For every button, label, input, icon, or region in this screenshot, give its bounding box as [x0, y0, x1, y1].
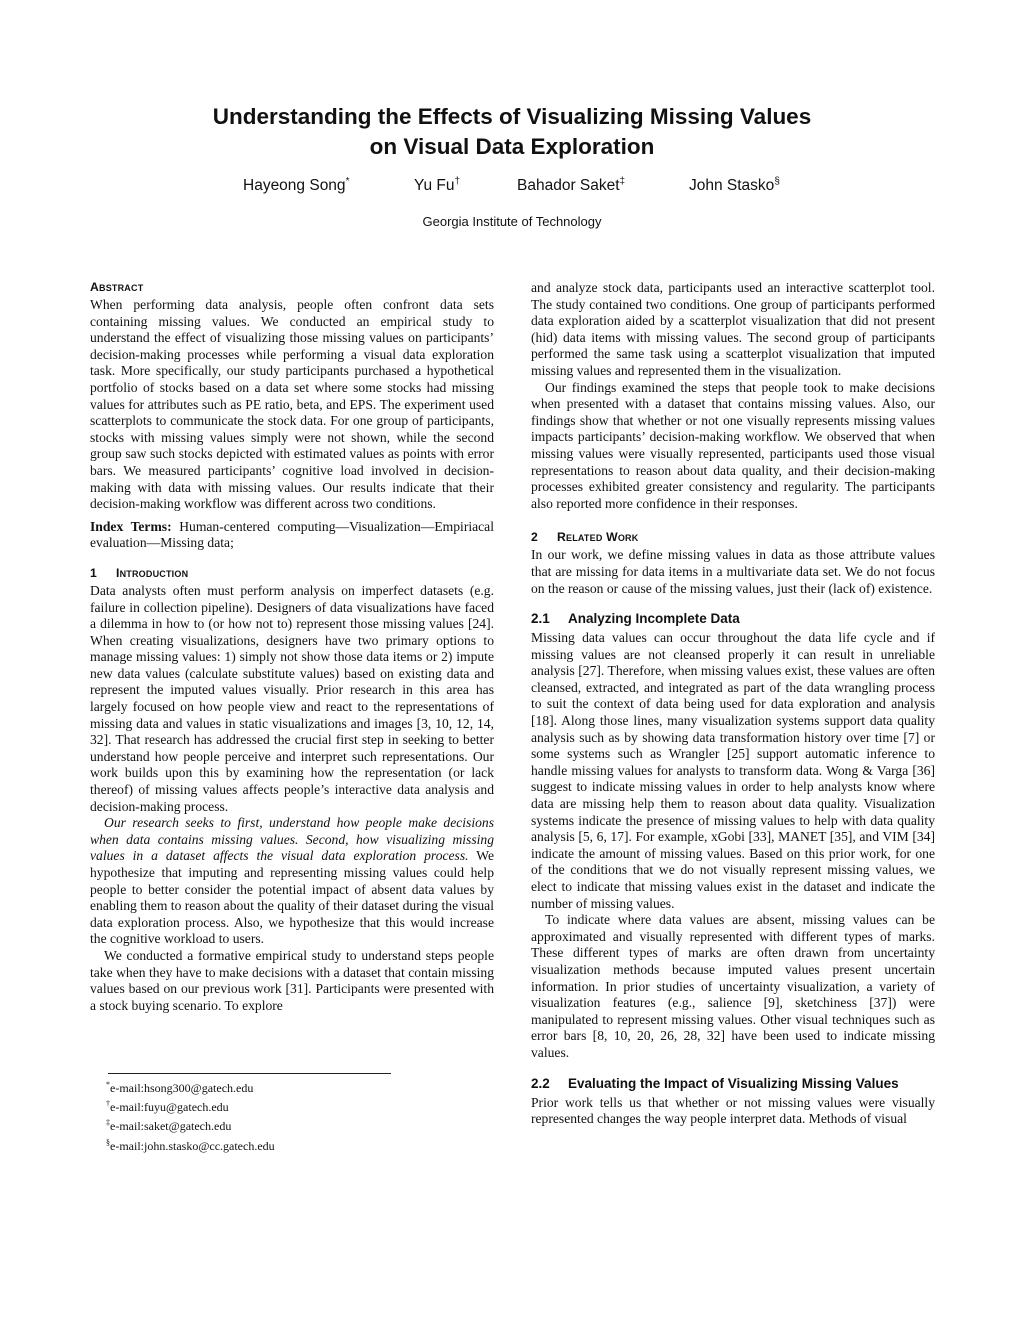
- subsection-2-2-heading: 2.2 Evaluating the Impact of Visualizing Missing Values: [531, 1075, 899, 1091]
- index-terms-label: Index Terms:: [90, 518, 172, 534]
- footnotes: [106, 1077, 466, 1154]
- author-list: [0, 176, 1024, 198]
- author: Yu Fu†: [414, 176, 461, 195]
- intro-continued: and analyze stock data, participants used an interactive scatterplot tool. The study contained two conditions. One group of participants performed data exploration aided by a scatterplot visualization that did not present (hid) data items with missing values. The second group of participants performed the same task using a scatterplot visualization that imputed missing values and represented them in the visualization.: [531, 280, 935, 378]
- footnote-rule: [108, 1073, 391, 1074]
- index-terms: [90, 519, 494, 552]
- intro-paragraph-3: We conducted a formative empirical study to understand steps people take when they have to make decisions with a dataset that contain missing values based on our previous work [31]. Participants were presented with a stock buying scenario. To explore: [90, 947, 494, 1013]
- index-terms-text: Human-centered computing—Visualization—Empiriacal evaluation—Missing data;: [90, 518, 494, 551]
- research-questions: Our research seeks to first, understand how people make decisions when data contains missing values. Second, how visualizing missing values in a dataset affects the visual data exploration process.: [90, 815, 494, 864]
- subsection-2-1-heading: 2.1 Analyzing Incomplete Data: [531, 611, 740, 627]
- footnote: *e-mail:hsong300@gatech.edu: [106, 1080, 254, 1095]
- author: Hayeong Song*: [243, 176, 350, 195]
- left-column: [90, 280, 494, 1014]
- intro-paragraph-1: Data analysts often must perform analysis on imperfect datasets (e.g. failure in collection pipeline). Designers of data visualizations have faced a dilemma in how to (or how not to) represent those missing values [24]. When creating visualizations, designers have two primary options to manage missing values: 1) simply not show those data items or 2) impute new data values (calculate substitute values) based on existing data and represent the imputed values visually. Prior research in this area has largely focused on how people view and react to the representations of missing data and values in static visualizations and images [3, 10, 12, 14, 32]. That research has addressed the crucial first step in seeking to better understand how people perceive and interpret such representations. Our work builds upon this by examining how the representation (or lack thereof) of missing values affects people’s interactive data analysis and decision-making process.: [90, 582, 494, 814]
- footnote: §e-mail:john.stasko@cc.gatech.edu: [106, 1137, 275, 1153]
- footnote: †e-mail:fuyu@gatech.edu: [106, 1099, 229, 1115]
- intro-paragraph-2: Our research seeks to first, understand how people make decisions when data contains missing values. Second, how visualizing missing values in a dataset affects the visual data exploration process. We hypothesize that imputing and representing missing values could help people to better consider the potential impact of absent data values by enabling them to reason about the quality of their dataset during the visual data exploration process. Also, we hypothesize that this would increase the cognitive workload to users.: [90, 815, 495, 947]
- abstract-text: When performing data analysis, people often confront data sets containing missing values. We conducted an empirical study to understand the effect of visualizing those missing values on participants’ decision-making processes while performing a visual data exploration task. More specifically, our study participants purchased a hypothetical portfolio of stocks based on a data set where some stocks had missing values for attributes such as PE ratio, beta, and EPS. The experiment used scatterplots to communicate the stock data. For one group of participants, stocks with missing values simply were not shown, while the second group saw such stocks depicted with estimated values as points with error bars. We measured participants’ cognitive load involved in decision-making with data with missing values. Our results indicate that their decision-making workflow was different across two conditions.: [90, 297, 494, 512]
- subsection-2-2-paragraph-1: Prior work tells us that whether or not missing values were visually represented changes the way people interpret data. Methods of visual: [531, 1094, 935, 1127]
- author: John Stasko§: [689, 176, 780, 195]
- title-line-2: on Visual Data Exploration: [369, 134, 655, 159]
- findings-paragraph: Our findings examined the steps that people took to make decisions when presented with a dataset that contains missing values. Also, our findings show that whether or not one visually represents missing values impacts participants’ decision-making workflow. We observed that when missing values were visually represented, participants used those visual representations to reason about data quality, and their decision-making processes exhibited greater consistency and regularity. The participants also reported more confidence in their responses.: [531, 379, 935, 511]
- intro-heading: 1 Introduction: [90, 565, 189, 580]
- right-column: [531, 280, 935, 1128]
- footnote: ‡e-mail:saket@gatech.edu: [106, 1118, 232, 1134]
- subsection-2-1-paragraph-2: To indicate where data values are absent, missing values can be approximated and visually represented with different types of marks. These different types of marks are often drawn from uncertainty visualization methods because imputed values present uncertain information. In prior studies of uncertainty visualization, a variety of visualization features (e.g., salience [9], sketchiness [37]) were manipulated to represent missing values. Other visual techniques such as error bars [8, 10, 20, 26, 28, 32] have been used to indicate missing values.: [531, 912, 935, 1060]
- author: Bahador Saket‡: [517, 176, 626, 195]
- abstract-heading: Abstract: [90, 280, 144, 294]
- related-work-heading: 2 Related Work: [531, 530, 639, 545]
- related-work-text: In our work, we define missing values in data as those attribute values that are missing for data items in a multivariate data set. We do not focus on the reason or cause of the missing values, just their (lack of) existence.: [531, 547, 935, 596]
- affiliation: Georgia Institute of Technology: [422, 214, 602, 229]
- paper-title: [0, 102, 1024, 162]
- subsection-2-1-paragraph-1: Missing data values can occur throughout the data life cycle and if missing values are not cleansed properly it can result in unreliable analysis [27]. Therefore, when missing values exist, these values are often cleansed, extracted, and integrated as part of the data wrangling process to suit the context of data being used for data exploration and analysis [18]. Along those lines, many visualization systems support data quality analysis such as by showing data transformation history over time [7] or some systems such as Wrangler [25] support automatic inference to handle missing values for analysts to transform data. Wong & Varga [36] suggest to indicate missing values in order to help analysts know where data are missing help them to reason about data quality. Visualization systems indicate the presence of missing values to help with data quality analysis [5, 6, 17]. For example, xGobi [33], MANET [35], and VIM [34] indicate the amount of missing values. Based on this prior work, for one of the conditions that we do not visually represent missing values, we elect to indicate that missing values exist in the dataset and indicate the number of missing values.: [531, 630, 935, 911]
- title-line-1: Understanding the Effects of Visualizing Missing Values: [212, 104, 812, 129]
